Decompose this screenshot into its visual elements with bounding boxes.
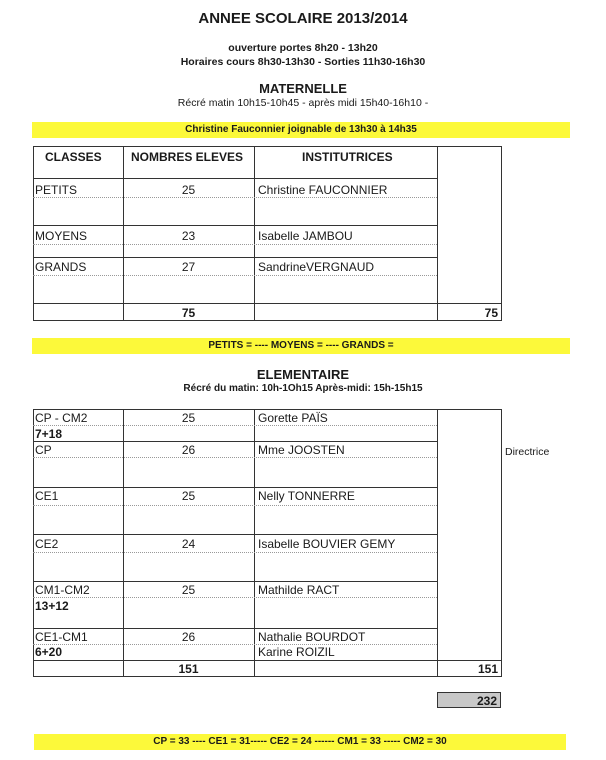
header-institutrices: INSTITUTRICES	[302, 150, 393, 164]
elementaire-total: 151	[178, 662, 199, 676]
elementaire-row-nombre: 25	[181, 489, 196, 503]
maternelle-row-nombre: 23	[181, 229, 196, 243]
elementaire-row-institutrice: Mathilde RACT	[258, 583, 340, 597]
elementaire-row-nombre: 25	[181, 411, 196, 425]
elementaire-row-nombre: 26	[181, 443, 196, 457]
class-hours: Horaires cours 8h30-13h30 - Sorties 11h30-16h30	[180, 56, 426, 68]
elementaire-row-nombre: 24	[181, 537, 196, 551]
maternelle-total: 75	[181, 306, 196, 320]
directrice-label: Directrice	[505, 446, 550, 458]
maternelle-summary-band: PETITS = ---- MOYENS = ---- GRANDS =	[32, 338, 570, 354]
elementaire-row-institutrice-2: Karine ROIZIL	[258, 645, 335, 659]
grand-total-box: 232	[437, 692, 501, 708]
maternelle-recre: Récré matin 10h15-10h45 - après midi 15h40-16h10 -	[177, 97, 429, 109]
elementaire-row-classe: CP - CM2	[35, 411, 88, 425]
elementaire-row-institutrice: Nelly TONNERRE	[258, 489, 355, 503]
elementaire-row-institutrice: Gorette PAÏS	[258, 411, 328, 425]
elementaire-row-classe: CE1	[35, 489, 59, 503]
maternelle-row-institutrice: SandrineVERGNAUD	[258, 260, 375, 274]
opening-hours: ouverture portes 8h20 - 13h20	[228, 42, 378, 54]
elementaire-row-institutrice: Isabelle BOUVIER GEMY	[258, 537, 396, 551]
maternelle-row-institutrice: Christine FAUCONNIER	[258, 183, 388, 197]
elementaire-row-split: 7+18	[35, 427, 63, 441]
elementaire-recre: Récré du matin: 10h-1Oh15 Après-midi: 15h-15h15	[183, 383, 423, 394]
maternelle-title: MATERNELLE	[259, 81, 347, 96]
elementaire-row-classe: CE2	[35, 537, 59, 551]
header-classes: CLASSES	[45, 150, 102, 164]
page-title: ANNEE SCOLAIRE 2013/2014	[198, 10, 408, 27]
elementaire-row-classe: CM1-CM2	[35, 583, 90, 597]
header-nombres: NOMBRES ELEVES	[131, 150, 244, 164]
elementaire-row-institutrice: Mme JOOSTEN	[258, 443, 345, 457]
maternelle-row-classe: MOYENS	[35, 229, 88, 243]
maternelle-contact-band: Christine Fauconnier joignable de 13h30 à 14h35	[32, 122, 570, 138]
maternelle-row-nombre: 25	[181, 183, 196, 197]
elementaire-row-split: 13+12	[35, 599, 69, 613]
elementaire-row-classe: CP	[35, 443, 52, 457]
elementaire-row-nombre: 25	[181, 583, 196, 597]
elementaire-row-split: 6+20	[35, 645, 63, 659]
elementaire-row-nombre: 26	[181, 630, 196, 644]
elementaire-row-institutrice: Nathalie BOURDOT	[258, 630, 366, 644]
footer-summary-band: CP = 33 ---- CE1 = 31----- CE2 = 24 ------ CM1 = 33 ----- CM2 = 30	[34, 734, 566, 750]
maternelle-total-right: 75	[484, 306, 498, 320]
elementaire-total-right: 151	[477, 662, 498, 676]
elementaire-row-classe: CE1-CM1	[35, 630, 88, 644]
elementaire-title: ELEMENTAIRE	[256, 367, 350, 382]
maternelle-row-nombre: 27	[181, 260, 196, 274]
maternelle-row-classe: GRANDS	[35, 260, 87, 274]
maternelle-row-classe: PETITS	[35, 183, 78, 197]
maternelle-row-institutrice: Isabelle JAMBOU	[258, 229, 353, 243]
